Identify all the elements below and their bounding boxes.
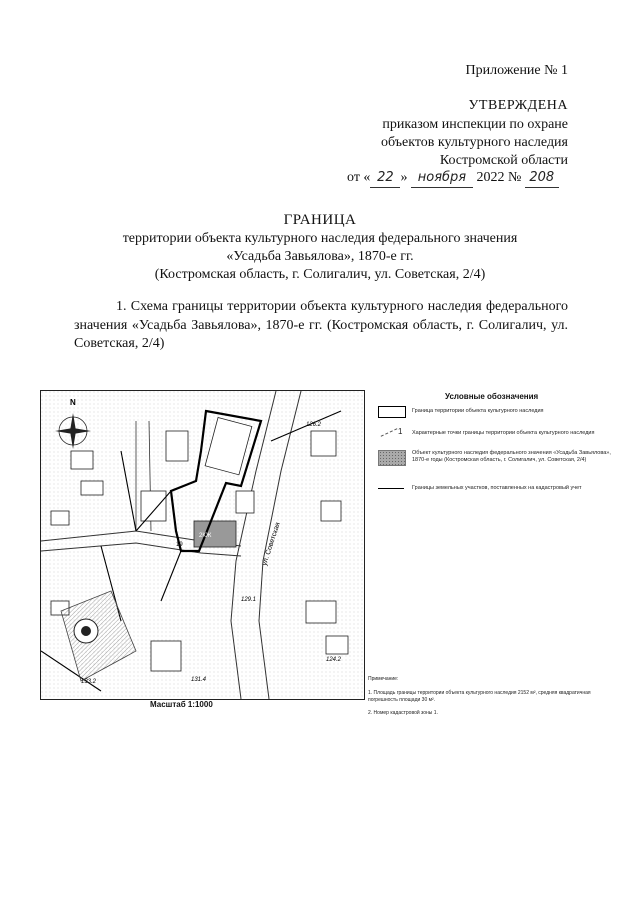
legend-item-boundary: Граница территории объекта культурного наследия: [412, 408, 544, 414]
document-title: ГРАНИЦА: [283, 212, 357, 228]
legend-item-cadastral: Границы земельных участков, поставленных на кадастровый учет: [412, 485, 582, 491]
title-line-2: «Усадьба Завьялова», 1870-е гг.: [226, 249, 414, 264]
approved-label: УТВЕРЖДЕНА: [468, 98, 568, 113]
date-year: 2022 №: [476, 170, 522, 185]
section-paragraph: 1. Схема границы территории объекта культурного наследия федерального значения «Усадьба Завьялова», 1870-е гг. (Костромская область, г. Солигалич, ул. Советская, 2/4): [74, 299, 568, 351]
building-label: 2КЖ: [199, 533, 212, 539]
appendix-label: Приложение № 1: [465, 63, 568, 78]
notes-title: Примечание:: [368, 676, 399, 682]
approved-line-2: объектов культурного наследия: [380, 135, 568, 150]
north-label: N: [70, 398, 76, 407]
height-label-4: 131.4: [191, 677, 207, 683]
legend-point-swatch: [381, 428, 398, 437]
street-label: ул. Советская: [261, 521, 282, 567]
legend-title: Условные обозначения: [445, 392, 539, 401]
height-label-1: 126.2: [306, 422, 322, 428]
approval-date: [347, 169, 573, 189]
legend-cadastral-swatch: [378, 488, 404, 489]
height-label-5: 124.2: [326, 657, 342, 663]
legend-object-swatch: [378, 450, 406, 466]
title-line-3: (Костромская область, г. Солигалич, ул. Советская, 2/4): [154, 267, 486, 282]
date-month: ноября: [411, 169, 473, 188]
title-line-1: территории объекта культурного наследия федерального значения: [122, 231, 518, 246]
legend-boundary-swatch: [378, 406, 406, 418]
note-1: 1. Площадь границы территории объекта культурного наследия 2152 м², средняя квадратичная погрешность площади 30 м².: [368, 690, 591, 703]
date-prefix: от «: [347, 170, 371, 185]
approved-line-1: приказом инспекции по охране: [382, 117, 568, 132]
height-label-2: 129.1: [241, 597, 257, 603]
legend-item-object: Объект культурного наследия федерального значения «Усадьба Завьялова», 1870-е годы (Костромская область, г. Солигалич, ул. Советская, 2/4): [412, 450, 611, 463]
date-mid: »: [400, 170, 408, 185]
point-label: 19: [176, 542, 183, 548]
note-2: 2. Номер кадастровой зоны 1.: [368, 710, 438, 716]
map-drawing: [41, 391, 364, 699]
approved-line-3: Костромской области: [439, 153, 568, 168]
order-number: 208: [525, 169, 559, 188]
legend-point-number: 1: [398, 427, 403, 436]
legend-item-points: Характерные точки границы территории объекта культурного наследия: [412, 430, 595, 436]
map-scale: Масштаб 1:1000: [150, 700, 213, 709]
height-label-3: 133.2: [81, 679, 97, 685]
cadastral-map: [40, 390, 365, 700]
date-day: 22: [370, 169, 400, 188]
